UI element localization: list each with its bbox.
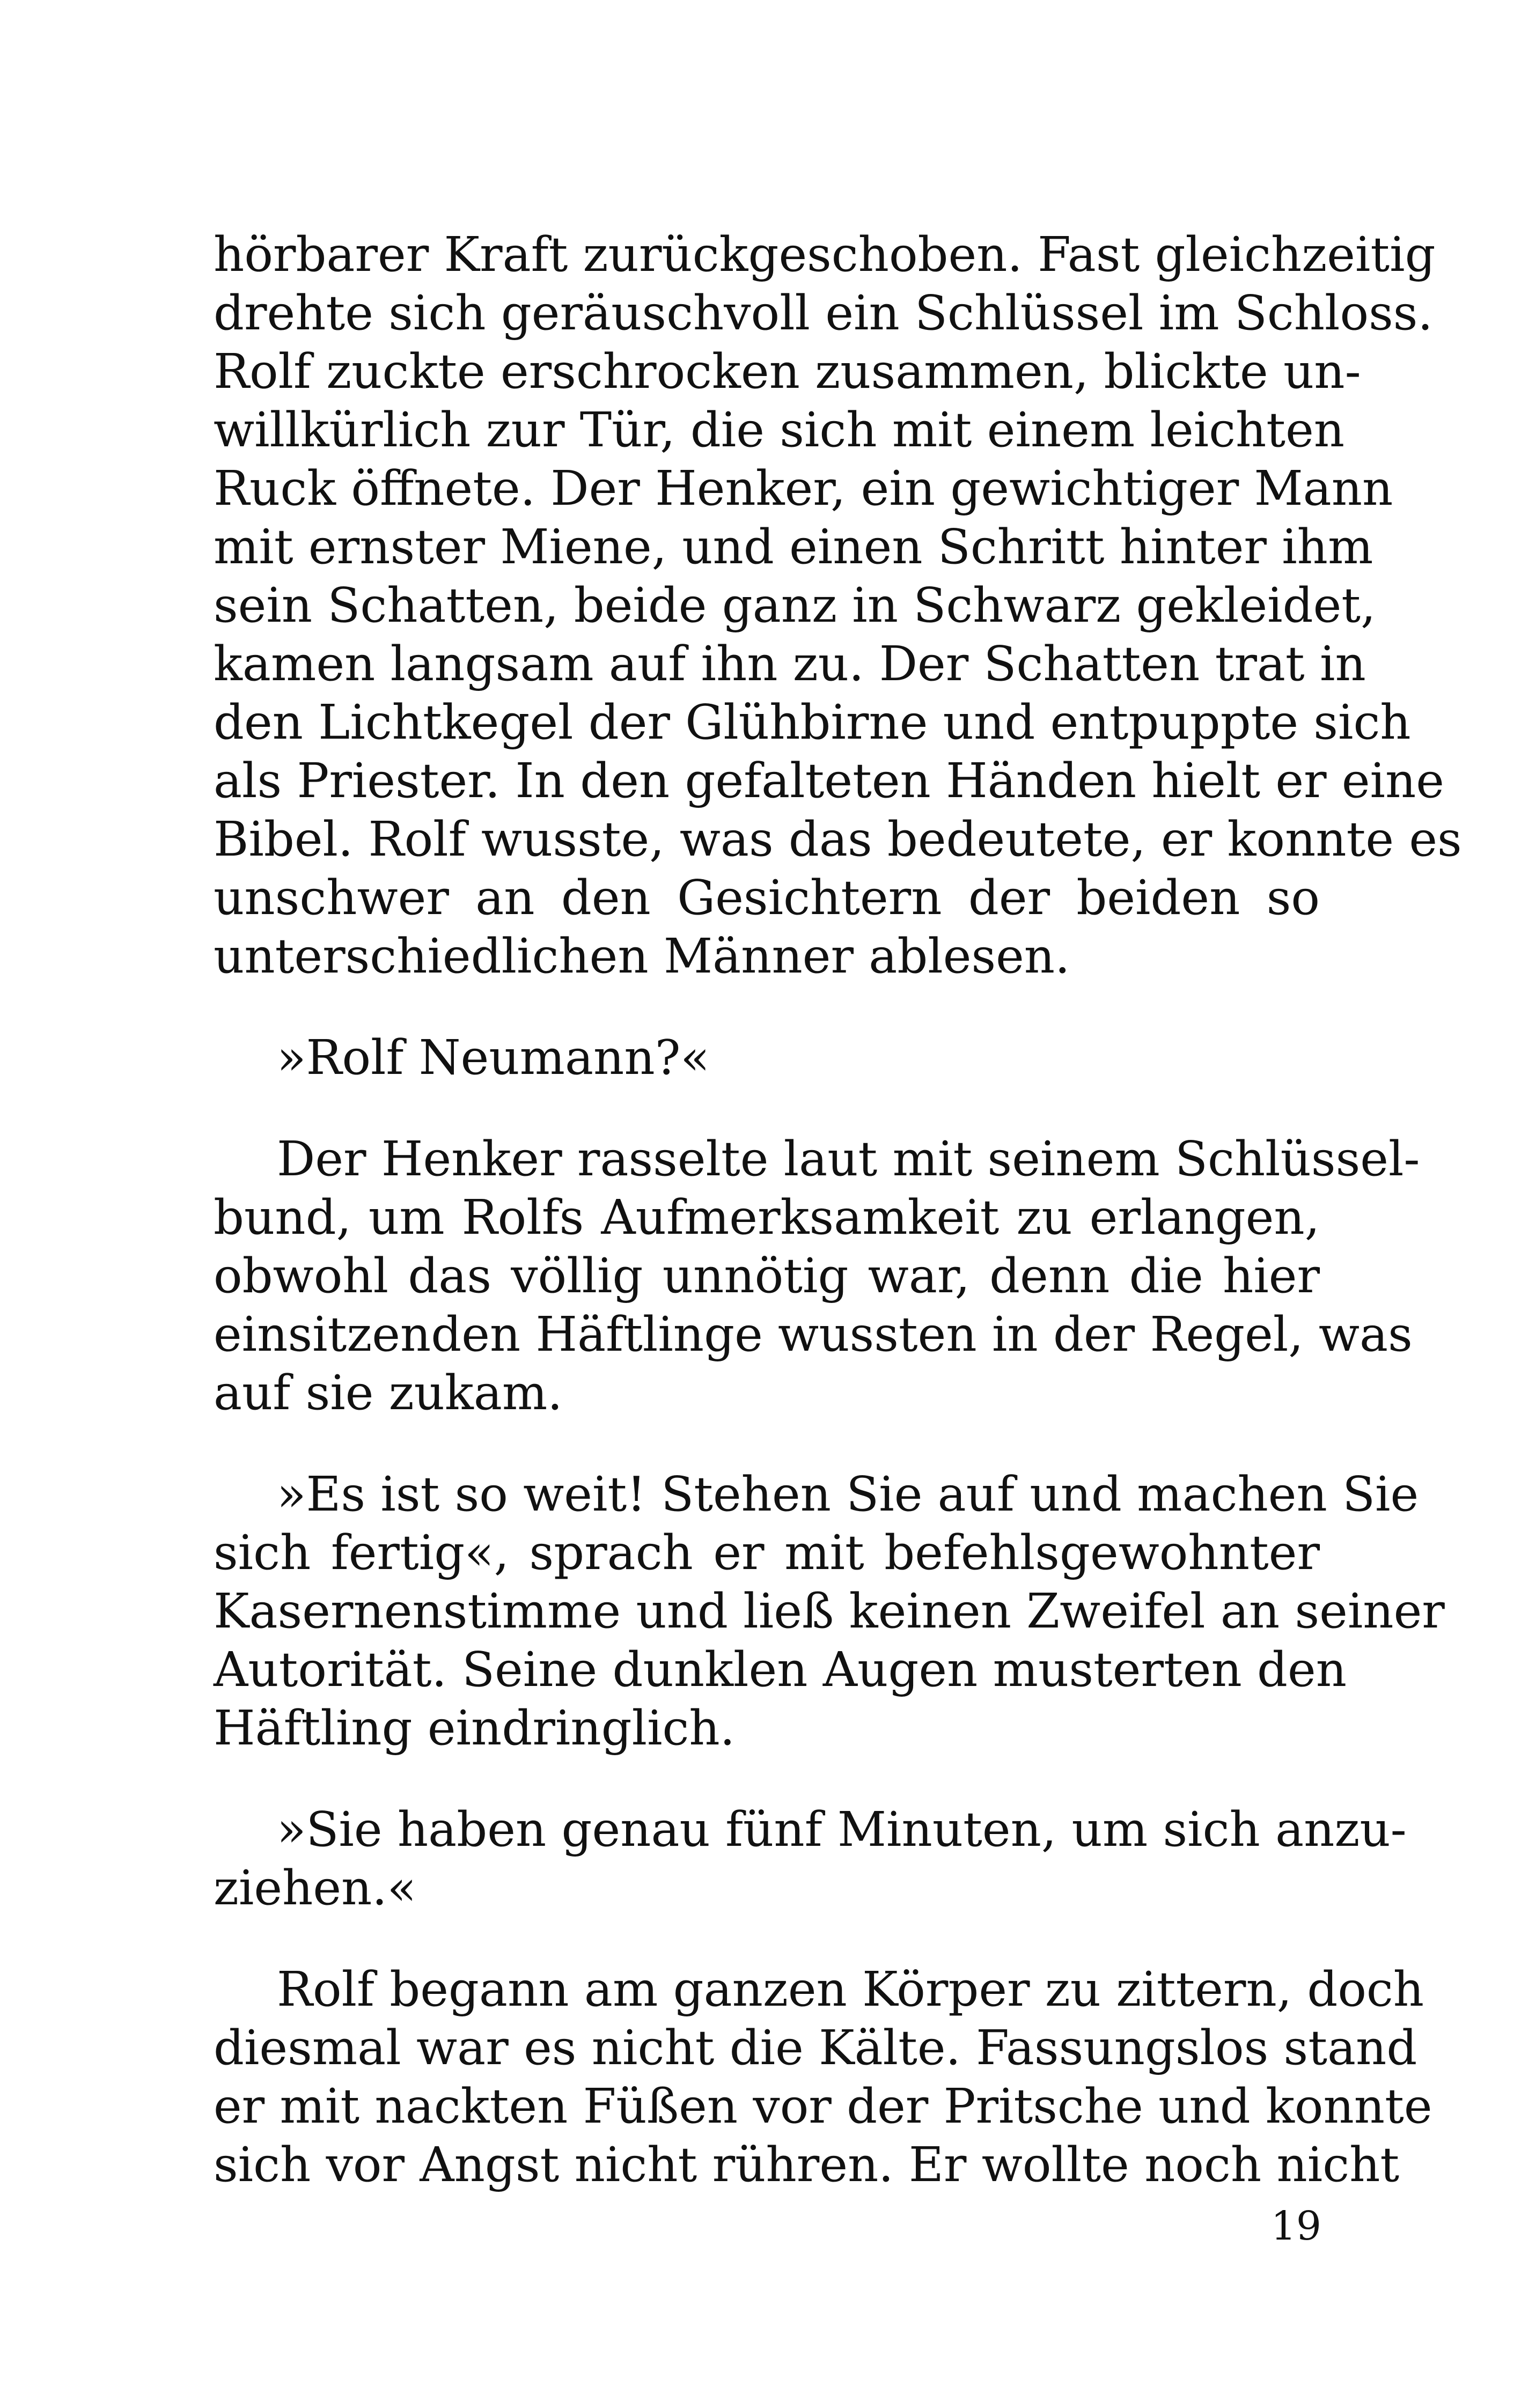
text-line: sein Schatten, beide ganz in Schwarz gekleidet, (214, 577, 1376, 633)
paragraph (214, 225, 1462, 985)
text-line: Bibel. Rolf wusste, was das bedeutete, er konnte es (214, 811, 1462, 867)
book-page (214, 225, 1462, 2194)
text-line: er mit nackten Füßen vor der Pritsche und konnte (214, 2078, 1432, 2134)
text-line: sich fertig«, sprach er mit befehlsgewohnter (214, 1525, 1320, 1580)
page-number: 19 (1270, 2203, 1321, 2249)
text-line: kamen langsam auf ihn zu. Der Schatten trat in (214, 636, 1366, 691)
text-line: Rolf begann am ganzen Körper zu zittern, doch (277, 1961, 1424, 2017)
text-line: mit ernster Miene, und einen Schritt hinter ihm (214, 519, 1373, 575)
text-line: willkürlich zur Tür, die sich mit einem leichten (214, 402, 1345, 458)
paragraph (214, 1028, 1320, 1087)
text-line: bund, um Rolfs Aufmerksamkeit zu erlangen, (214, 1189, 1320, 1245)
text-line: obwohl das völlig unnötig war, denn die hier (214, 1248, 1320, 1304)
text-line: Rolf zuckte erschrocken zusammen, blickte un- (214, 343, 1361, 399)
paragraph (214, 1960, 1432, 2194)
paragraph (214, 1465, 1445, 1757)
text-line: auf sie zukam. (214, 1365, 563, 1420)
text-line: diesmal war es nicht die Kälte. Fassungslos stand (214, 2020, 1417, 2075)
text-line: Autorität. Seine dunklen Augen musterten den (214, 1641, 1347, 1697)
text-line: Kasernenstimme und ließ keinen Zweifel an seiner (214, 1583, 1445, 1639)
text-line: drehte sich geräuschvoll ein Schlüssel im Schloss. (214, 285, 1433, 341)
paragraph (214, 1800, 1407, 1917)
text-line: den Lichtkegel der Glühbirne und entpuppte sich (214, 694, 1411, 750)
text-line: ziehen.« (214, 1860, 417, 1916)
text-line: »Es ist so weit! Stehen Sie auf und machen Sie (277, 1466, 1419, 1522)
text-line: Der Henker rasselte laut mit seinem Schlüssel- (277, 1131, 1420, 1187)
paragraph (214, 1130, 1420, 1422)
text-line: »Sie haben genau fünf Minuten, um sich anzu- (277, 1801, 1407, 1857)
text-line: einsitzenden Häftlinge wussten in der Regel, was (214, 1306, 1413, 1362)
text-line: Häftling eindringlich. (214, 1700, 736, 1756)
text-line: Ruck öffnete. Der Henker, ein gewichtiger Mann (214, 460, 1393, 516)
text-line: sich vor Angst nicht rühren. Er wollte noch nicht (214, 2137, 1400, 2192)
text-line: als Priester. In den gefalteten Händen hielt er eine (214, 753, 1444, 808)
text-line: unterschiedlichen Männer ablesen. (214, 928, 1070, 984)
text-line: »Rolf Neumann?« (277, 1029, 710, 1085)
text-line: hörbarer Kraft zurückgeschoben. Fast gleichzeitig (214, 226, 1436, 282)
text-line: unschwer an den Gesichtern der beiden so (214, 870, 1320, 925)
